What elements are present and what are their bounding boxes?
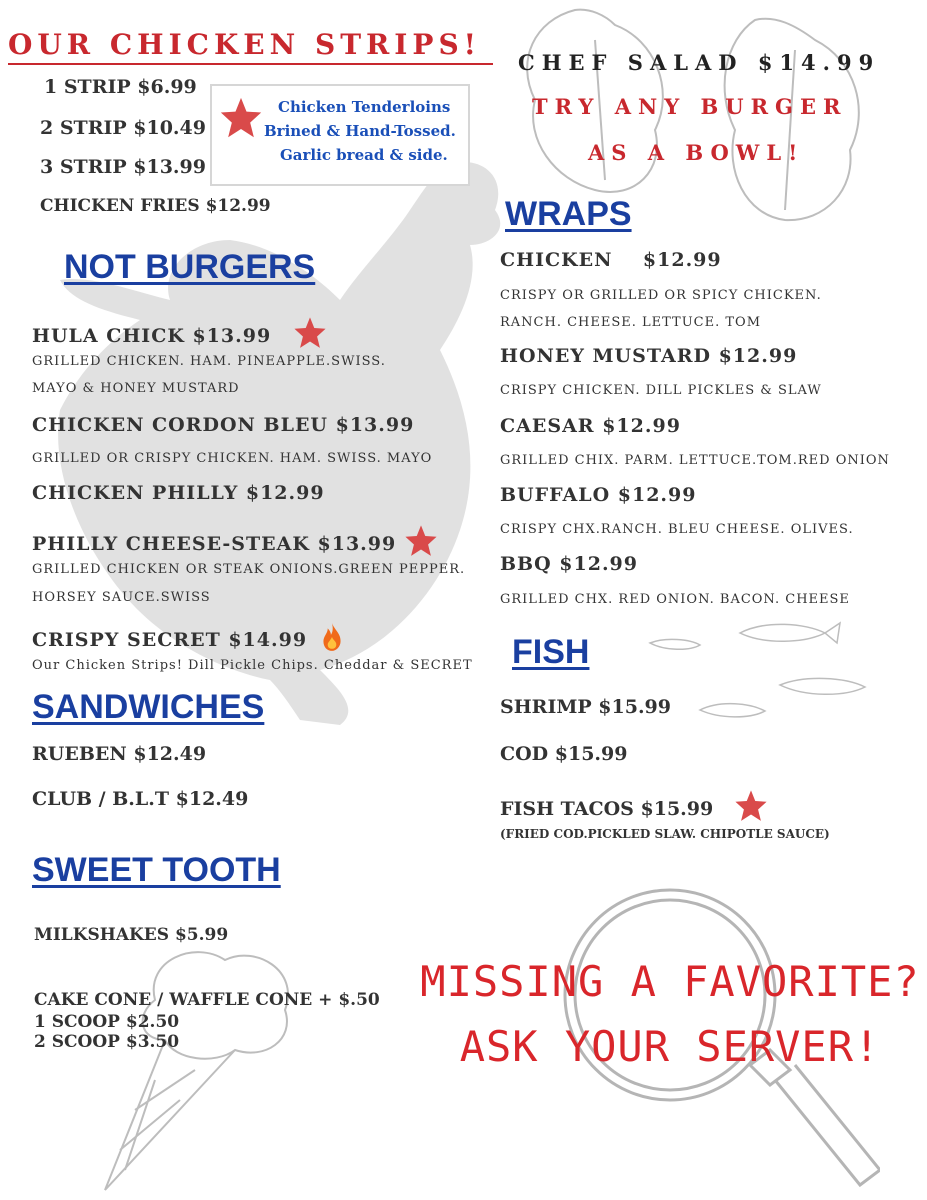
- club-blt-item: CLUB / B.L.T $12.49: [32, 788, 249, 810]
- sandwiches-heading: SANDWICHES: [32, 688, 265, 726]
- wrap-honey-mustard-desc: CRISPY CHICKEN. DILL PICKLES & SLAW: [500, 383, 822, 398]
- cordon-bleu-item: CHICKEN CORDON BLEU $13.99: [32, 414, 415, 436]
- wrap-bbq-desc: GRILLED CHX. RED ONION. BACON. CHEESE: [500, 592, 850, 607]
- missing-favorite-line-1: MISSING A FAVORITE?: [420, 957, 920, 1006]
- star-icon: [293, 316, 327, 350]
- shrimp-item: SHRIMP $15.99: [500, 696, 671, 718]
- strip-item-1: 1 STRIP $6.99: [44, 76, 197, 98]
- milkshakes-item: MILKSHAKES $5.99: [34, 925, 229, 945]
- chicken-fries-item: CHICKEN FRIES $12.99: [40, 196, 271, 216]
- wrap-chicken-desc-2: RANCH. CHEESE. LETTUCE. TOM: [500, 315, 762, 330]
- fish-tacos-item: [500, 789, 768, 823]
- burger-bowl-line-2: AS A BOWL!: [588, 140, 805, 165]
- star-icon: [404, 524, 438, 558]
- one-scoop-item: 1 SCOOP $2.50: [34, 1012, 180, 1032]
- note-line-1: Chicken Tenderloins: [278, 98, 451, 116]
- fish-illustration: [645, 615, 875, 735]
- wrap-bbq-item: BBQ $12.99: [500, 553, 638, 575]
- wrap-caesar-desc: GRILLED CHIX. PARM. LETTUCE.TOM.RED ONION: [500, 453, 890, 468]
- wraps-heading: WRAPS: [505, 195, 632, 233]
- item-name: CRISPY SECRET $14.99: [32, 629, 308, 651]
- crispy-secret-desc: Our Chicken Strips! Dill Pickle Chips. Cheddar & SECRET: [32, 658, 473, 673]
- title-underline: [8, 63, 493, 65]
- fire-icon: [319, 622, 345, 652]
- burger-bowl-line-1: TRY ANY BURGER: [532, 94, 848, 119]
- hula-chick-desc-1: GRILLED CHICKEN. HAM. PINEAPPLE.SWISS.: [32, 354, 386, 369]
- hula-chick-item: [32, 316, 327, 350]
- philly-cheesesteak-item: [32, 524, 438, 558]
- philly-cheesesteak-desc-1: GRILLED CHICKEN OR STEAK ONIONS.GREEN PEPPER.: [32, 562, 466, 577]
- wrap-caesar-item: CAESAR $12.99: [500, 415, 681, 437]
- two-scoop-item: 2 SCOOP $3.50: [34, 1032, 180, 1052]
- cone-item: CAKE CONE / WAFFLE CONE + $.50: [34, 990, 380, 1010]
- missing-favorite-line-2: ASK YOUR SERVER!: [459, 1022, 881, 1071]
- hula-chick-desc-2: MAYO & HONEY MUSTARD: [32, 381, 240, 396]
- note-line-3: Garlic bread & side.: [280, 146, 448, 164]
- item-name: HULA CHICK $13.99: [32, 325, 272, 347]
- wrap-buffalo-desc: CRISPY CHX.RANCH. BLEU CHEESE. OLIVES.: [500, 522, 854, 537]
- not-burgers-heading: NOT BURGERS: [64, 248, 316, 286]
- philly-cheesesteak-desc-2: HORSEY SAUCE.SWISS: [32, 590, 211, 605]
- star-icon: [734, 789, 768, 823]
- note-line-2: Brined & Hand-Tossed.: [264, 122, 456, 140]
- fish-heading: FISH: [512, 633, 590, 671]
- cod-item: COD $15.99: [500, 743, 628, 765]
- crispy-secret-item: [32, 622, 345, 652]
- star-icon: [218, 96, 264, 140]
- fish-tacos-desc: (FRIED COD.PICKLED SLAW. CHIPOTLE SAUCE): [500, 827, 830, 841]
- item-name: PHILLY CHEESE-STEAK $13.99: [32, 533, 397, 555]
- cordon-bleu-desc: GRILLED OR CRISPY CHICKEN. HAM. SWISS. MAYO: [32, 451, 433, 466]
- wrap-chicken-item: CHICKEN $12.99: [500, 249, 722, 271]
- wrap-buffalo-item: BUFFALO $12.99: [500, 484, 697, 506]
- strips-note-box: [210, 84, 470, 186]
- strip-item-2: 2 STRIP $10.49: [40, 117, 206, 139]
- wrap-chicken-desc-1: CRISPY OR GRILLED OR SPICY CHICKEN.: [500, 288, 822, 303]
- item-name: FISH TACOS $15.99: [500, 798, 714, 820]
- sweet-tooth-heading: SWEET TOOTH: [32, 851, 281, 889]
- chicken-strips-title: OUR CHICKEN STRIPS!: [8, 28, 481, 61]
- wrap-honey-mustard-item: HONEY MUSTARD $12.99: [500, 345, 798, 367]
- chicken-philly-item: CHICKEN PHILLY $12.99: [32, 482, 325, 504]
- chef-salad-special: CHEF SALAD $14.99: [518, 50, 881, 75]
- rueben-item: RUEBEN $12.49: [32, 743, 207, 765]
- ice-cream-illustration: [95, 940, 305, 1200]
- strip-item-3: 3 STRIP $13.99: [40, 156, 206, 178]
